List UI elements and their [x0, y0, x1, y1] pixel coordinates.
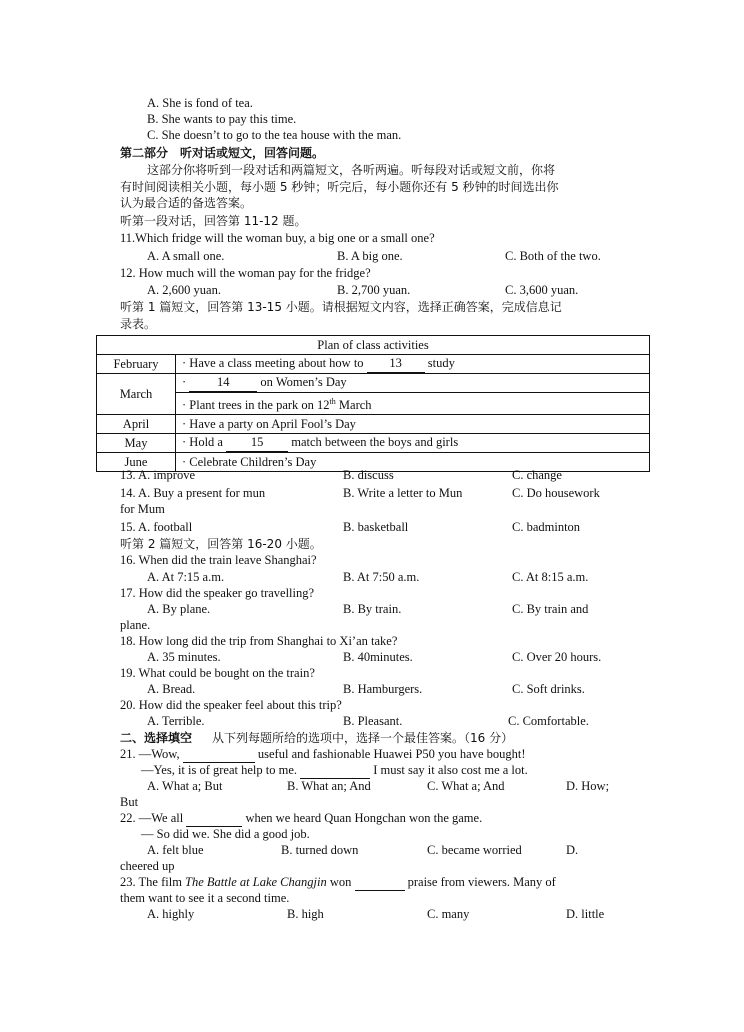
q18-option-b: B. 40minutes. — [343, 650, 413, 664]
q13-option-a: 13. A. improve — [120, 468, 195, 482]
dialog1-instruction: 听第一段对话，回答第 11-12 题。 — [120, 214, 307, 228]
section2-heading: 二、选择填空 从下列每题所给的选项中，选择一个最佳答案。（16 分） — [120, 731, 514, 745]
q10-option-c: C. She doesn’t to go to the tea house with the man. — [147, 128, 402, 142]
q21-option-d: D. How; — [566, 779, 610, 793]
part2-intro-line1: 这部分你将听到一段对话和两篇短文，各听两遍。听每段对话或短文前，你将 — [147, 163, 556, 177]
activity-march-2: · Plant trees in the park on 12th March — [176, 393, 650, 415]
activity-february: · Have a class meeting about how to 13 study — [176, 355, 650, 374]
q15-option-a: 15. A. football — [120, 520, 193, 534]
q15-option-b: B. basketball — [343, 520, 409, 534]
q22-line2: — So did we. She did a good job. — [141, 827, 310, 841]
q19-stem: 19. What could be bought on the train? — [120, 666, 315, 680]
q17-option-c: C. By train and — [512, 602, 589, 616]
table-row — [97, 434, 650, 453]
q17-stem: 17. How did the speaker go travelling? — [120, 586, 315, 600]
q14-option-a-cont: for Mum — [120, 502, 165, 516]
q12-option-a: A. 2,600 yuan. — [147, 283, 221, 297]
part2-heading: 第二部分 听对话或短文，回答问题。 — [120, 146, 325, 160]
q23-blank — [355, 875, 405, 891]
q18-option-c: C. Over 20 hours. — [512, 650, 602, 664]
q13-option-b: B. discuss — [343, 468, 394, 482]
q18-option-a: A. 35 minutes. — [147, 650, 221, 664]
q10-option-b: B. She wants to pay this time. — [147, 112, 297, 126]
table-row — [97, 374, 650, 393]
q22-blank — [186, 811, 242, 827]
activity-april: · Have a party on April Fool’s Day — [176, 415, 650, 434]
q22-line1: 22. —We all when we heard Quan Hongchan won the game. — [120, 811, 483, 825]
q21-option-d-cont: But — [120, 795, 139, 809]
q22-option-a: A. felt blue — [147, 843, 204, 857]
q14-option-b: B. Write a letter to Mun — [343, 486, 463, 500]
part2-intro-line3: 认为最合适的备选答案。 — [120, 196, 253, 210]
q18-stem: 18. How long did the trip from Shanghai to Xi’an take? — [120, 634, 398, 648]
q16-option-b: B. At 7:50 a.m. — [343, 570, 420, 584]
q21-line2: —Yes, it is of great help to me. I must say it also cost me a lot. — [141, 763, 528, 777]
q16-stem: 16. When did the train leave Shanghai? — [120, 553, 317, 567]
q23-option-c: C. many — [427, 907, 470, 921]
q12-option-c: C. 3,600 yuan. — [505, 283, 579, 297]
q13-option-c: C. change — [512, 468, 562, 482]
q22-option-b: B. turned down — [281, 843, 359, 857]
table-row — [97, 393, 650, 415]
activity-may: · Hold a 15 match between the boys and girls — [176, 434, 650, 453]
q10-option-a: A. She is fond of tea. — [147, 96, 253, 110]
q22-option-c: C. became worried — [427, 843, 522, 857]
q23-option-b: B. high — [287, 907, 324, 921]
q11-option-b: B. A big one. — [337, 249, 403, 263]
activity-march-1: · 14 on Women’s Day — [176, 374, 650, 393]
blank-15: 15 — [226, 434, 288, 452]
table-title: Plan of class activities — [97, 336, 650, 355]
q15-option-c: C. badminton — [512, 520, 581, 534]
q16-option-c: C. At 8:15 a.m. — [512, 570, 589, 584]
q20-option-b: B. Pleasant. — [343, 714, 403, 728]
month-june: June — [97, 453, 176, 472]
q21-option-a: A. What a; But — [147, 779, 223, 793]
q20-stem: 20. How did the speaker feel about this trip? — [120, 698, 342, 712]
passage1-instruction-line1: 听第 1 篇短文，回答第 13-15 小题。请根据短文内容，选择正确答案，完成信息记 — [120, 300, 562, 314]
q22-option-d: D. — [566, 843, 579, 857]
q23-line1: 23. The film The Battle at Lake Changjin won praise from viewers. Many of — [120, 875, 556, 889]
q19-option-a: A. Bread. — [147, 682, 196, 696]
q21-blank-1 — [183, 747, 255, 763]
q12-stem: 12. How much will the woman pay for the fridge? — [120, 266, 371, 280]
table-row — [97, 336, 650, 355]
q19-option-c: C. Soft drinks. — [512, 682, 585, 696]
activity-june: · Celebrate Children’s Day — [176, 453, 650, 472]
q17-option-b: B. By train. — [343, 602, 402, 616]
month-may: May — [97, 434, 176, 453]
q14-option-c: C. Do housework — [512, 486, 600, 500]
table-row — [97, 355, 650, 374]
q23-line2: them want to see it a second time. — [120, 891, 290, 905]
q20-option-c: C. Comfortable. — [508, 714, 589, 728]
q23-option-d: D. little — [566, 907, 605, 921]
passage1-instruction-line2: 录表。 — [120, 317, 157, 331]
q22-option-d-cont: cheered up — [120, 859, 175, 873]
plan-table — [96, 335, 650, 472]
month-april: April — [97, 415, 176, 434]
month-february: February — [97, 355, 176, 374]
q21-option-c: C. What a; And — [427, 779, 505, 793]
q16-option-a: A. At 7:15 a.m. — [147, 570, 225, 584]
q14-option-a: 14. A. Buy a present for mun — [120, 486, 266, 500]
passage2-instruction: 听第 2 篇短文，回答第 16-20 小题。 — [120, 537, 322, 551]
film-title: The Battle at Lake Changjin — [185, 875, 327, 889]
blank-14: 14 — [189, 374, 257, 392]
q21-option-b: B. What an; And — [287, 779, 371, 793]
q11-option-c: C. Both of the two. — [505, 249, 601, 263]
q19-option-b: B. Hamburgers. — [343, 682, 423, 696]
q17-option-c-cont: plane. — [120, 618, 151, 632]
q20-option-a: A. Terrible. — [147, 714, 205, 728]
part2-intro-line2: 有时间阅读相关小题，每小题 5 秒钟；听完后，每小题你还有 5 秒钟的时间选出你 — [120, 180, 559, 194]
table-row — [97, 415, 650, 434]
q11-option-a: A. A small one. — [147, 249, 225, 263]
blank-13: 13 — [367, 355, 425, 373]
month-march: March — [97, 374, 176, 415]
q12-option-b: B. 2,700 yuan. — [337, 283, 411, 297]
q17-option-a: A. By plane. — [147, 602, 211, 616]
q11-stem: 11.Which fridge will the woman buy, a big one or a small one? — [120, 231, 435, 245]
q21-blank-2 — [300, 763, 370, 779]
q23-option-a: A. highly — [147, 907, 195, 921]
q21-line1: 21. —Wow, useful and fashionable Huawei P50 you have bought! — [120, 747, 526, 761]
